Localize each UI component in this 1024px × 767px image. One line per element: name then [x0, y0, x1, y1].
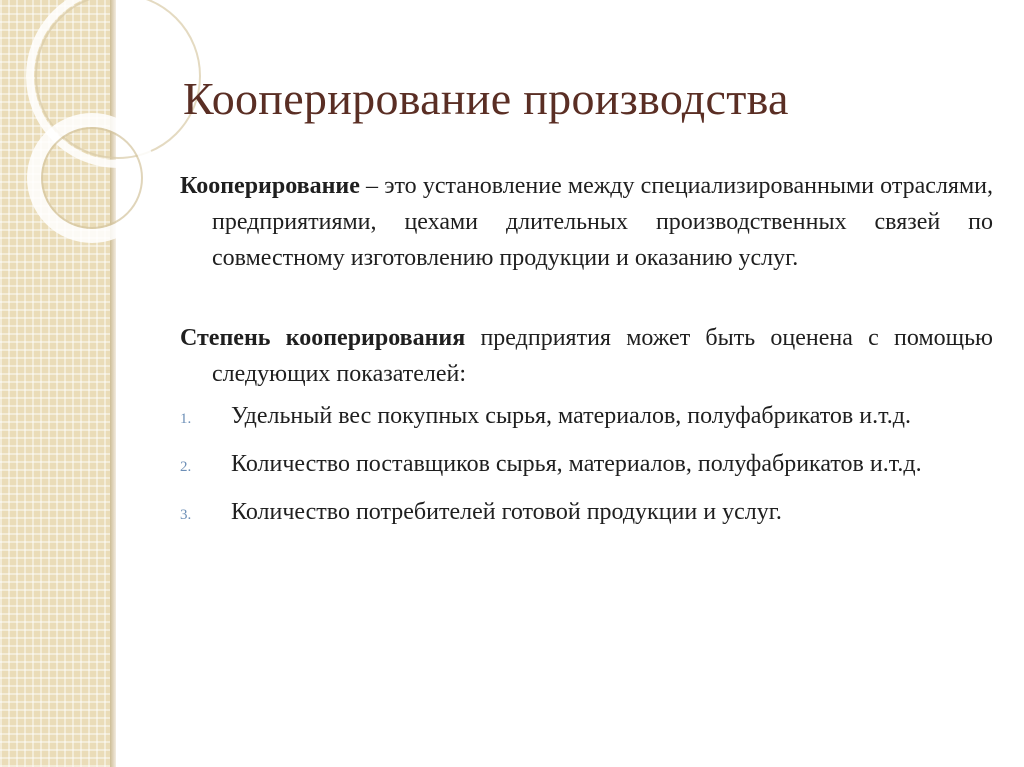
degree-paragraph [180, 320, 993, 392]
slide-body [180, 168, 993, 542]
list-item-number: 3. [180, 507, 192, 523]
list-item [180, 494, 993, 530]
decorative-rings [0, 0, 200, 320]
list-item [180, 398, 993, 434]
definition-paragraph [180, 168, 993, 276]
list-item-text: Количество потребителей готовой продукции и услуг. [231, 499, 782, 525]
degree-text: предприятия может быть оценена с помощью следующих показателей: [212, 325, 993, 387]
paragraph-spacer [180, 276, 993, 320]
degree-term: Степень кооперирования [180, 325, 466, 351]
list-item-number: 1. [180, 411, 192, 427]
list-item-number: 2. [180, 459, 192, 475]
ring-small-shade [42, 128, 142, 228]
page-title: Кооперирование производства [183, 73, 789, 124]
list-item [180, 446, 993, 482]
indicator-list [180, 398, 993, 530]
list-item-text: Удельный вес покупных сырья, материалов, полуфабрикатов и.т.д. [231, 403, 912, 429]
definition-term: Кооперирование [180, 173, 360, 199]
list-item-text: Количество поставщиков сырья, материалов, полуфабрикатов и.т.д. [231, 451, 922, 477]
ring-small [34, 120, 150, 236]
definition-text: – это установление между специализированными отраслями, предприятиями, цехами длительных производственных связей по совместному изготовлению продукции и оказанию услуг. [212, 173, 993, 271]
